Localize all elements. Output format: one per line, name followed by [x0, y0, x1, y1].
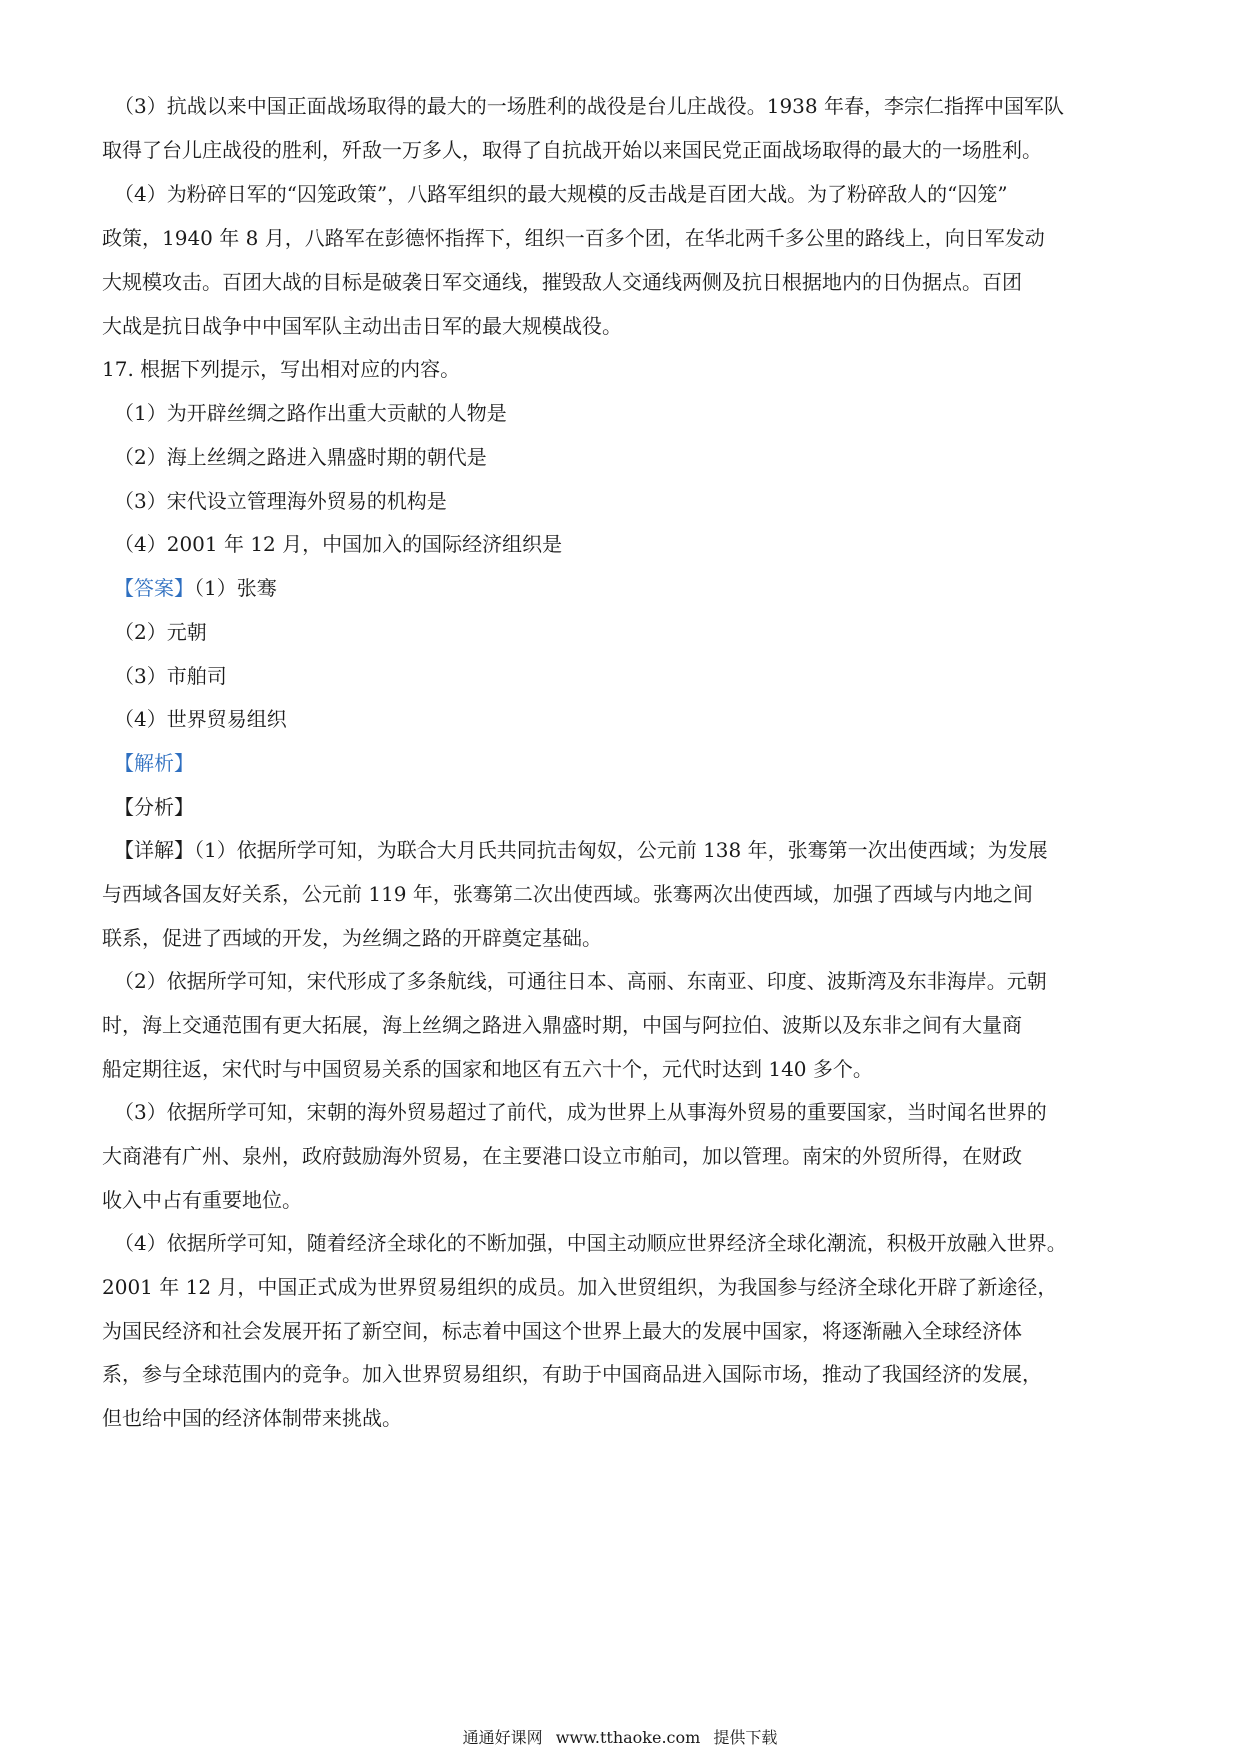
detail-4-line2: 2001 年 12 月，中国正式成为世界贸易组织的成员。加入世贸组织，为我国参与经济全球化开辟了新途径， [102, 1275, 1058, 1299]
detail-1-line2: 与西域各国友好关系，公元前 119 年，张骞第二次出使西域。张骞两次出使西域，加强了西域与内地之间 [102, 882, 1033, 906]
detail-4-line3: 为国民经济和社会发展开拓了新空间，标志着中国这个世界上最大的发展中国家，将逐渐融入全球经济体 [102, 1319, 1022, 1343]
fenxi-tag: 【分析】 [114, 795, 194, 819]
analysis-tag: 【解析】 [114, 751, 194, 775]
q16-part4-line1: （4）为粉碎日军的“囚笼政策”，八路军组织的最大规模的反击战是百团大战。为了粉碎敌人的“囚笼” [114, 182, 1008, 206]
q16-part4-line3: 大规模攻击。百团大战的目标是破袭日军交通线，摧毁敌人交通线两侧及抗日根据地内的日伪据点。百团 [102, 270, 1022, 294]
q17-item-2: （2）海上丝绸之路进入鼎盛时期的朝代是 [114, 445, 487, 469]
footer-site-name: 通通好课网 [462, 1728, 543, 1747]
detail-1-line1-text: （1）依据所学可知，为联合大月氏共同抗击匈奴，公元前 138 年，张骞第一次出使西域；为发展 [194, 838, 1048, 862]
q16-part4-line4: 大战是抗日战争中中国军队主动出击日军的最大规模战役。 [102, 314, 622, 338]
footer-suffix: 提供下载 [713, 1728, 778, 1747]
q17-item-4: （4）2001 年 12 月，中国加入的国际经济组织是 [114, 532, 563, 556]
detail-3-line2: 大商港有广州、泉州，政府鼓励海外贸易，在主要港口设立市舶司，加以管理。南宋的外贸所得，在财政 [102, 1144, 1022, 1168]
detail-1-line1 [114, 836, 1048, 864]
answer-line [114, 574, 277, 602]
detail-3-line1: （3）依据所学可知，宋朝的海外贸易超过了前代，成为世界上从事海外贸易的重要国家，当时闻名世界的 [114, 1100, 1047, 1124]
detail-2-line3: 船定期往返，宋代时与中国贸易关系的国家和地区有五六十个，元代时达到 140 多个。 [102, 1057, 873, 1081]
answer-2: （2）元朝 [114, 620, 207, 644]
detail-3-line3: 收入中占有重要地位。 [102, 1188, 302, 1212]
detail-4-line4: 系，参与全球范围内的竞争。加入世界贸易组织，有助于中国商品进入国际市场，推动了我国经济的发展， [102, 1362, 1042, 1386]
q16-part3-line2: 取得了台儿庄战役的胜利，歼敌一万多人，取得了自抗战开始以来国民党正面战场取得的最大的一场胜利。 [102, 138, 1042, 162]
footer-url[interactable]: www.tthaoke.com [555, 1728, 701, 1747]
q16-part4-line2: 政策，1940 年 8 月，八路军在彭德怀指挥下，组织一百多个团，在华北两千多公里的路线上，向日军发动 [102, 226, 1045, 250]
q17-title: 17. 根据下列提示，写出相对应的内容。 [102, 357, 461, 381]
detail-4-line1: （4）依据所学可知，随着经济全球化的不断加强，中国主动顺应世界经济全球化潮流，积极开放融入世界。 [114, 1231, 1067, 1255]
answer-1: （1）张骞 [194, 576, 277, 600]
answer-4: （4）世界贸易组织 [114, 707, 287, 731]
q17-item-3: （3）宋代设立管理海外贸易的机构是 [114, 489, 447, 513]
q17-item-1: （1）为开辟丝绸之路作出重大贡献的人物是 [114, 401, 507, 425]
page-footer [0, 1728, 1240, 1748]
q16-part3-line1: （3）抗战以来中国正面战场取得的最大的一场胜利的战役是台儿庄战役。1938 年春，李宗仁指挥中国军队 [114, 94, 1064, 118]
detail-1-line3: 联系，促进了西域的开发，为丝绸之路的开辟奠定基础。 [102, 926, 602, 950]
detail-4-line5: 但也给中国的经济体制带来挑战。 [102, 1406, 402, 1430]
detail-2-line2: 时，海上交通范围有更大拓展，海上丝绸之路进入鼎盛时期，中国与阿拉伯、波斯以及东非之间有大量商 [102, 1013, 1022, 1037]
detail-2-line1: （2）依据所学可知，宋代形成了多条航线，可通往日本、高丽、东南亚、印度、波斯湾及东非海岸。元朝 [114, 969, 1047, 993]
answer-3: （3）市舶司 [114, 664, 227, 688]
detail-tag: 【详解】 [114, 838, 194, 862]
answer-tag: 【答案】 [114, 576, 194, 600]
